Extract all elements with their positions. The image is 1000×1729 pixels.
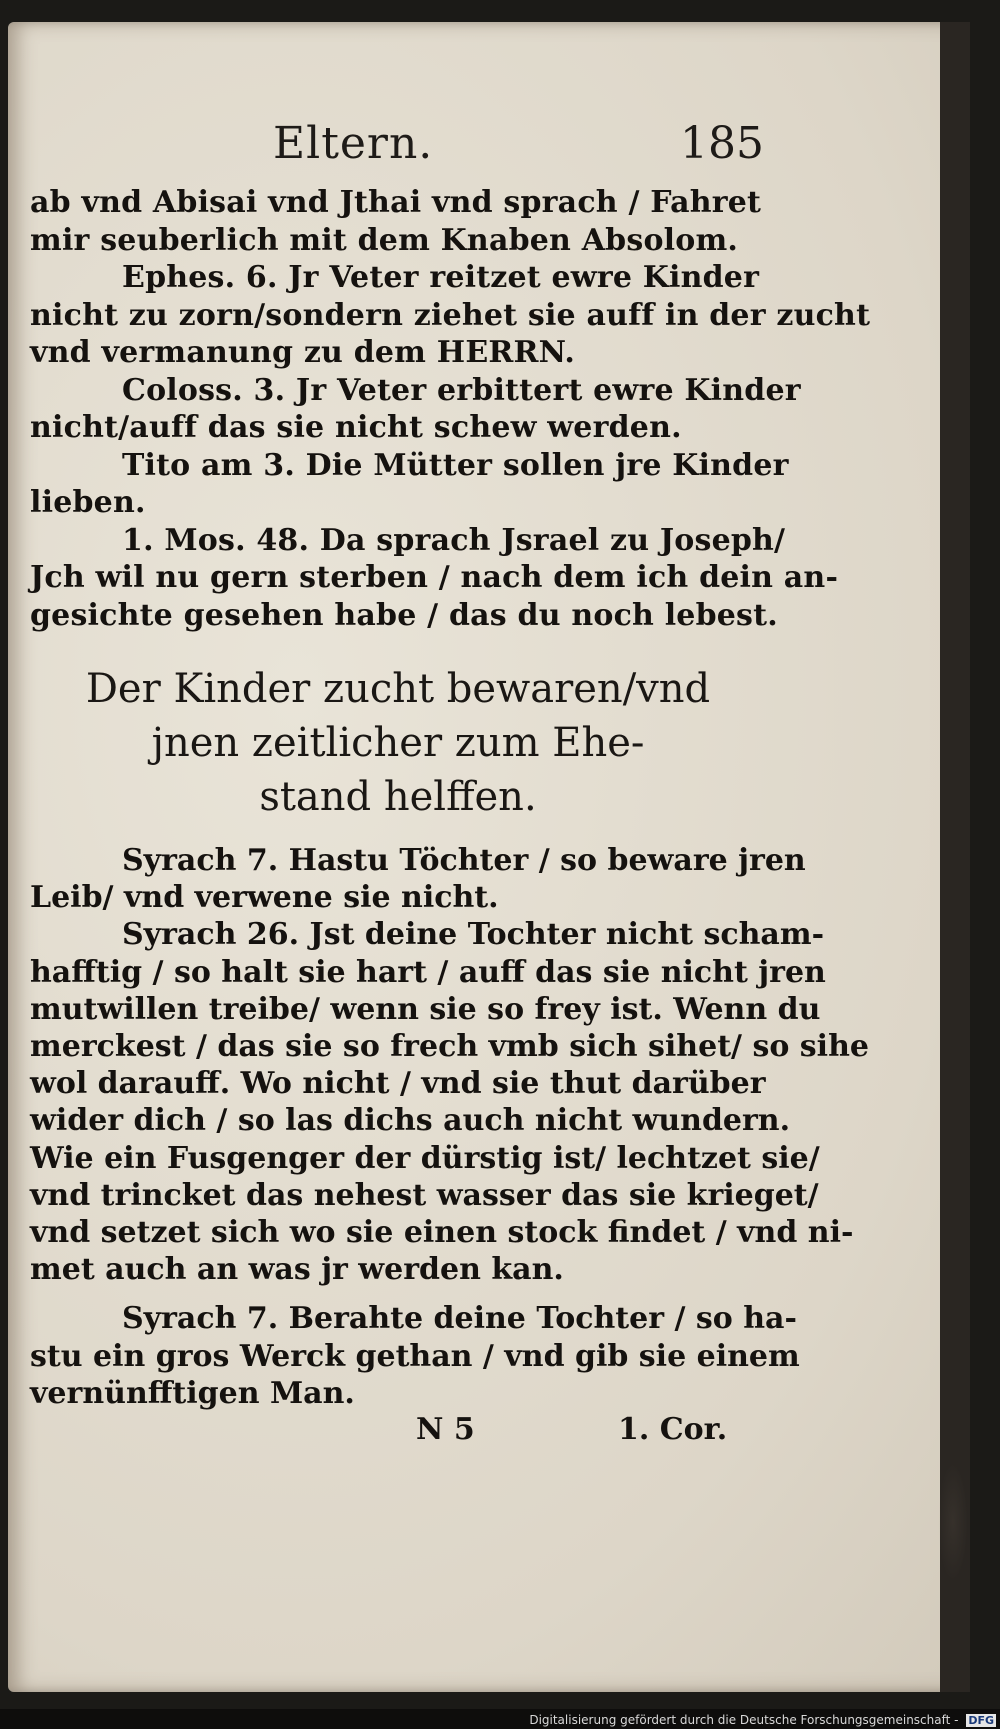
text-line: mir seuberlich mit dem Knaben Absolom. [30, 222, 739, 258]
text-line: mutwillen treibe/ wenn sie so frey ist. Wenn du [30, 991, 821, 1027]
text-line: 1. Mos. 48. Da sprach Jsrael zu Joseph/ [122, 522, 786, 558]
text-line: merckest / das sie so frech vmb sich sihet/ so sihe [30, 1029, 869, 1065]
page-stain [938, 1462, 968, 1582]
heading-line: stand helffen. [259, 774, 537, 820]
catchword: 1. Cor. [618, 1412, 728, 1447]
text-line: vnd setzet sich wo sie einen stock findet / vnd ni- [30, 1215, 854, 1251]
text-line: wol darauff. Wo nicht / vnd sie thut darüber [30, 1066, 766, 1102]
text-line: Syrach 26. Jst deine Tochter nicht scham- [122, 917, 825, 953]
text-line: ab vnd Abisai vnd Jthai vnd sprach / Fahret [30, 185, 762, 220]
heading-line: Der Kinder zucht bewaren/vnd [85, 666, 711, 712]
text-line: Jch wil nu gern sterben / nach dem ich dein an- [30, 560, 839, 595]
text-line: stu ein gros Werck gethan / vnd gib sie einem [30, 1338, 800, 1374]
text-line: wider dich / so las dichs auch nicht wundern. [30, 1103, 791, 1139]
text-line: Ephes. 6. Jr Veter reitzet ewre Kinder [122, 260, 760, 295]
page-number: 185 [680, 118, 764, 169]
text-line: nicht/auff das sie nicht schew werden. [30, 410, 682, 445]
text-line: hafftig / so halt sie hart / auff das sie nicht jren [30, 954, 826, 990]
text-line: Coloss. 3. Jr Veter erbittert ewre Kinder [122, 372, 801, 408]
text-line: lieben. [30, 485, 146, 520]
text-line: vnd trincket das nehest wasser das sie krieget/ [30, 1177, 819, 1213]
dfg-logo: DFG [968, 1714, 994, 1727]
text-line: Syrach 7. Hastu Töchter / so beware jren [122, 843, 806, 878]
section-heading [48, 662, 748, 824]
heading-line: jnen zeitlicher zum Ehe- [151, 720, 645, 766]
credit-text: Digitalisierung gefördert durch die Deutsche Forschungsgemeinschaft - [529, 1713, 959, 1727]
text-line: gesichte gesehen habe / das du noch lebest. [30, 597, 778, 633]
funding-credit [529, 1713, 996, 1727]
text-line: Tito am 3. Die Mütter sollen jre Kinder [122, 447, 789, 483]
running-head: Eltern. [273, 118, 434, 169]
book-page [8, 22, 970, 1692]
text-line: vnd vermanung zu dem HERRN. [30, 335, 575, 370]
credit-bar [0, 1709, 1000, 1729]
text-line: Wie ein Fusgenger der dürstig ist/ lechtzet sie/ [30, 1140, 820, 1176]
text-line: Syrach 7. Berahte deine Tochter / so ha- [122, 1301, 797, 1337]
text-block-2 [30, 842, 869, 1412]
text-line: Leib/ vnd verwene sie nicht. [30, 880, 499, 916]
text-line: met auch an was jr werden kan. [30, 1252, 564, 1288]
text-block-1 [30, 184, 871, 634]
signature-mark: N 5 [416, 1412, 475, 1447]
page-footer-marks [8, 1412, 970, 1452]
page-header [8, 110, 970, 180]
text-line: vernünfftigen Man. [30, 1375, 355, 1411]
text-line: nicht zu zorn/sondern ziehet sie auff in der zucht [30, 297, 871, 333]
